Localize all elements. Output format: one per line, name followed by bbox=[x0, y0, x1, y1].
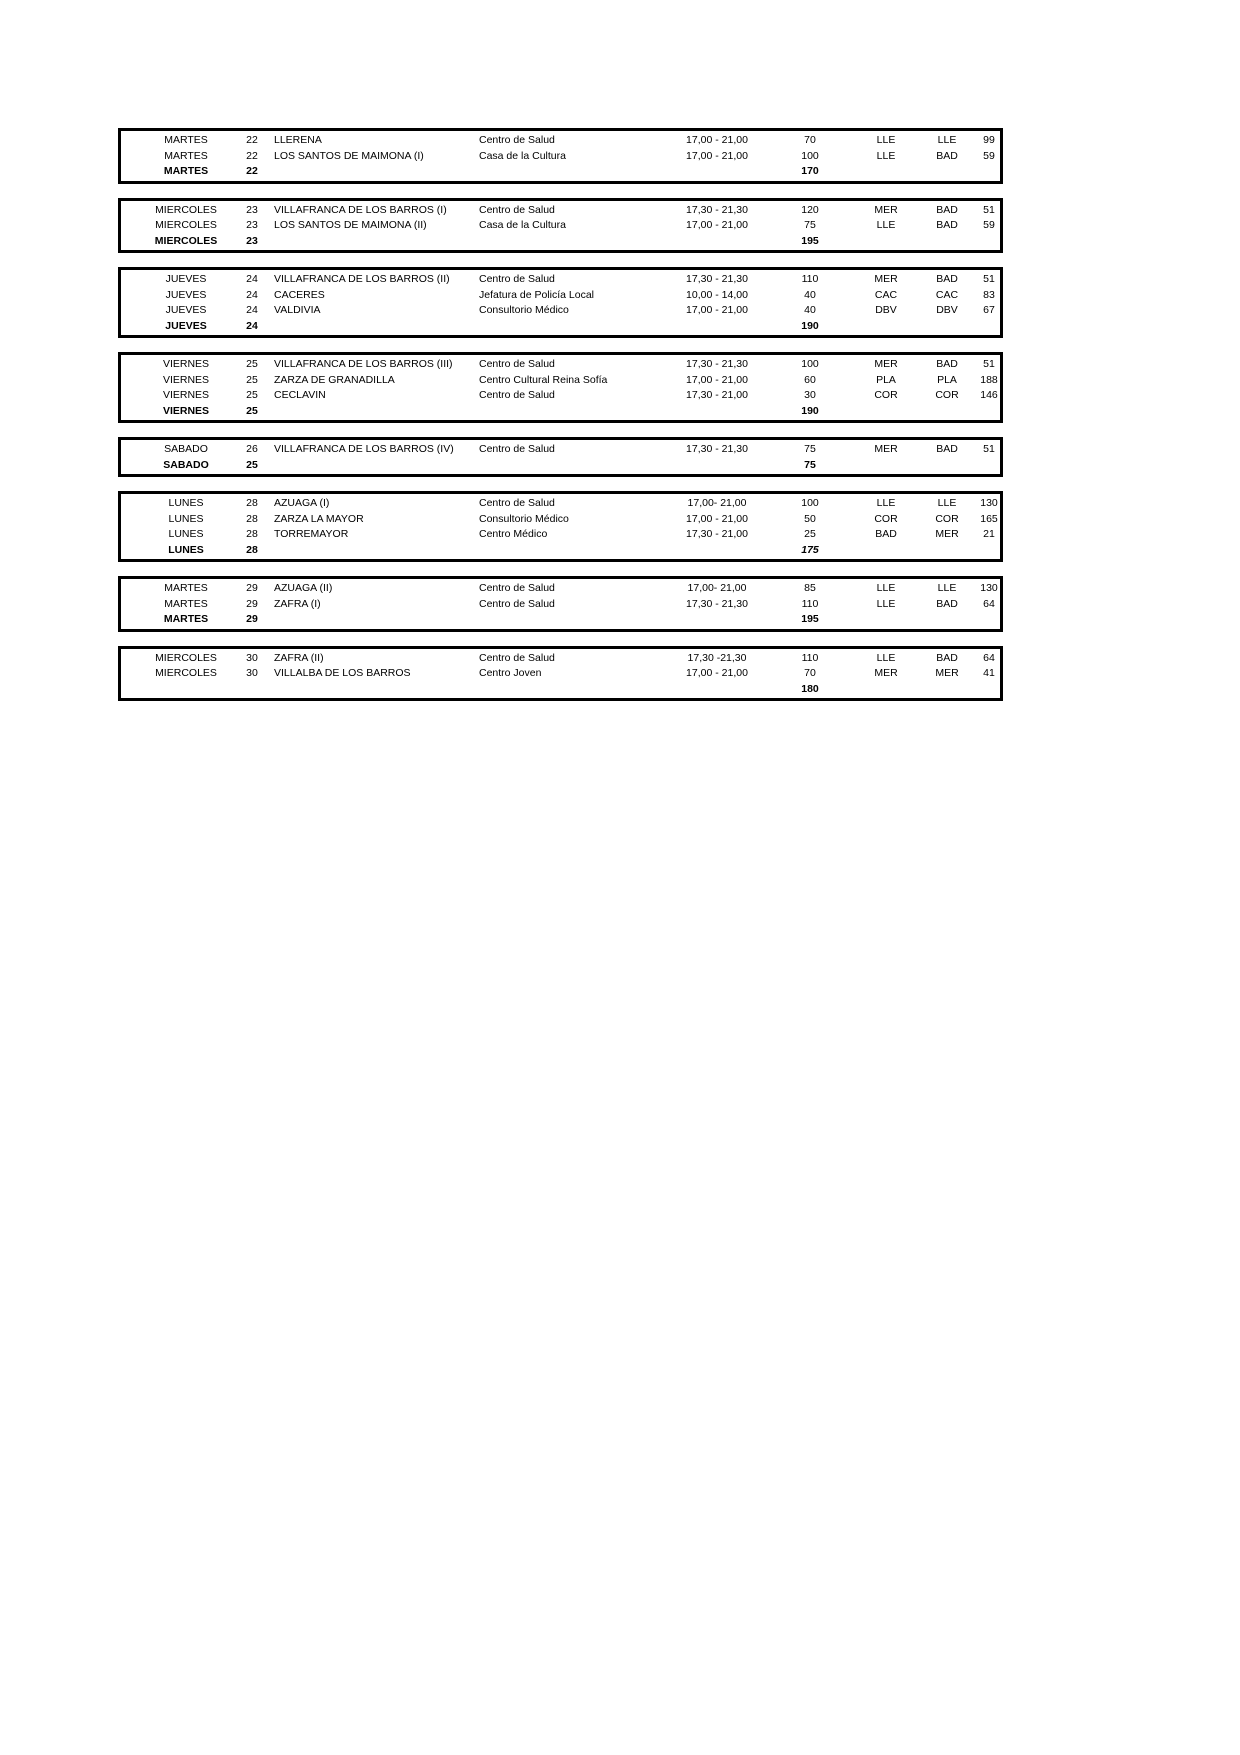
total-row bbox=[121, 404, 1000, 420]
location-cell: LLERENA bbox=[274, 134, 322, 146]
location-cell: VILLAFRANCA DE LOS BARROS (I) bbox=[274, 203, 447, 216]
quantity-cell: 110 bbox=[801, 597, 819, 610]
quantity-cell: 70 bbox=[804, 667, 816, 679]
table-row bbox=[121, 496, 1000, 512]
weekday-cell: MIERCOLES bbox=[155, 219, 217, 231]
hours-cell: 17,00 - 21,00 bbox=[686, 373, 748, 386]
weekday-cell: MARTES bbox=[164, 582, 208, 594]
venue-cell: Centro de Salud bbox=[479, 358, 555, 370]
code-number-cell: 130 bbox=[980, 497, 998, 509]
schedule-document bbox=[118, 128, 1003, 715]
hours-cell: 10,00 - 14,00 bbox=[686, 288, 748, 301]
weekday-cell: MARTES bbox=[164, 597, 208, 610]
total-quantity-cell: 180 bbox=[801, 682, 819, 695]
weekday-cell: VIERNES bbox=[162, 358, 210, 370]
total-weekday-cell: JUEVES bbox=[165, 319, 207, 332]
quantity-cell: 60 bbox=[804, 373, 816, 386]
table-row bbox=[121, 218, 1000, 234]
location-cell: CECLAVIN bbox=[274, 389, 326, 401]
weekday-cell: VIERNES bbox=[162, 373, 210, 386]
date-cell: 29 bbox=[246, 597, 258, 610]
venue-cell: Centro Médico bbox=[479, 528, 548, 540]
code-a-cell: MER bbox=[874, 273, 898, 285]
total-row bbox=[121, 319, 1000, 335]
code-number-cell: 59 bbox=[983, 149, 995, 162]
quantity-cell: 75 bbox=[804, 219, 816, 231]
code-b-cell: COR bbox=[935, 389, 959, 401]
hours-cell: 17,30 - 21,30 bbox=[686, 273, 748, 285]
quantity-cell: 100 bbox=[801, 358, 819, 370]
quantity-cell: 120 bbox=[801, 203, 819, 216]
code-a-cell: COR bbox=[874, 512, 898, 525]
table-row bbox=[121, 666, 1000, 682]
code-a-cell: LLE bbox=[876, 597, 896, 610]
quantity-cell: 25 bbox=[804, 528, 816, 540]
code-b-cell: BAD bbox=[936, 651, 958, 664]
code-a-cell: BAD bbox=[875, 528, 897, 540]
weekday-cell: MARTES bbox=[164, 134, 208, 146]
venue-cell: Centro de Salud bbox=[479, 597, 555, 610]
table-row bbox=[121, 388, 1000, 404]
quantity-cell: 100 bbox=[801, 497, 819, 509]
table-row bbox=[121, 373, 1000, 389]
day-group bbox=[118, 576, 1003, 632]
total-date-cell: 25 bbox=[246, 404, 258, 417]
total-weekday-cell: MARTES bbox=[163, 165, 209, 177]
date-cell: 25 bbox=[246, 389, 258, 401]
venue-cell: Centro de Salud bbox=[479, 443, 555, 455]
code-b-cell: BAD bbox=[936, 203, 958, 216]
weekday-cell: JUEVES bbox=[165, 304, 207, 316]
location-cell: VILLAFRANCA DE LOS BARROS (II) bbox=[274, 273, 450, 285]
weekday-cell: SABADO bbox=[164, 443, 208, 455]
weekday-cell: MIERCOLES bbox=[155, 651, 217, 664]
day-group bbox=[118, 267, 1003, 338]
total-weekday-cell: SABADO bbox=[163, 458, 209, 471]
code-b-cell: COR bbox=[935, 512, 959, 525]
code-a-cell: LLE bbox=[876, 497, 896, 509]
total-quantity-cell: 195 bbox=[801, 234, 819, 247]
code-a-cell: LLE bbox=[876, 582, 896, 594]
code-number-cell: 130 bbox=[980, 582, 998, 594]
hours-cell: 17,30 - 21,30 bbox=[686, 203, 748, 216]
hours-cell: 17,30 -21,30 bbox=[687, 651, 747, 664]
total-row bbox=[121, 164, 1000, 180]
day-group bbox=[118, 352, 1003, 423]
venue-cell: Centro de Salud bbox=[479, 651, 555, 664]
date-cell: 23 bbox=[246, 219, 258, 231]
code-number-cell: 146 bbox=[980, 389, 998, 401]
weekday-cell: JUEVES bbox=[165, 273, 207, 285]
table-row bbox=[121, 581, 1000, 597]
hours-cell: 17,00 - 21,00 bbox=[686, 304, 748, 316]
total-weekday-cell: VIERNES bbox=[162, 404, 210, 417]
location-cell: AZUAGA (II) bbox=[274, 582, 333, 594]
total-row bbox=[121, 543, 1000, 559]
code-number-cell: 64 bbox=[983, 597, 995, 610]
location-cell: TORREMAYOR bbox=[274, 528, 349, 540]
date-cell: 26 bbox=[246, 443, 258, 455]
total-quantity-cell: 190 bbox=[801, 319, 819, 332]
code-number-cell: 67 bbox=[983, 304, 995, 316]
total-weekday-cell: MARTES bbox=[163, 613, 209, 625]
code-b-cell: LLE bbox=[937, 497, 957, 509]
hours-cell: 17,30 - 21,00 bbox=[686, 389, 748, 401]
location-cell: ZARZA LA MAYOR bbox=[274, 512, 364, 525]
total-date-cell: 25 bbox=[246, 458, 258, 471]
code-b-cell: BAD bbox=[936, 597, 958, 610]
date-cell: 24 bbox=[246, 304, 258, 316]
total-row bbox=[121, 234, 1000, 250]
date-cell: 22 bbox=[246, 134, 258, 146]
total-date-cell: 28 bbox=[246, 543, 258, 556]
day-group bbox=[118, 491, 1003, 562]
venue-cell: Casa de la Cultura bbox=[479, 149, 566, 162]
code-a-cell: LLE bbox=[876, 651, 896, 664]
table-row bbox=[121, 651, 1000, 667]
weekday-cell: VIERNES bbox=[162, 389, 210, 401]
table-row bbox=[121, 272, 1000, 288]
day-group bbox=[118, 437, 1003, 477]
date-cell: 28 bbox=[246, 512, 258, 525]
code-a-cell: MER bbox=[874, 358, 898, 370]
quantity-cell: 70 bbox=[804, 134, 816, 146]
table-row bbox=[121, 512, 1000, 528]
code-a-cell: COR bbox=[874, 389, 898, 401]
date-cell: 22 bbox=[246, 149, 258, 162]
hours-cell: 17,00 - 21,00 bbox=[686, 134, 748, 146]
table-row bbox=[121, 442, 1000, 458]
hours-cell: 17,00 - 21,00 bbox=[686, 667, 748, 679]
code-number-cell: 99 bbox=[983, 134, 995, 146]
code-b-cell: BAD bbox=[936, 273, 958, 285]
total-row bbox=[121, 682, 1000, 698]
quantity-cell: 50 bbox=[804, 512, 816, 525]
day-group bbox=[118, 198, 1003, 254]
quantity-cell: 40 bbox=[804, 304, 816, 316]
total-quantity-cell: 175 bbox=[801, 543, 819, 556]
table-row bbox=[121, 527, 1000, 543]
table-row bbox=[121, 288, 1000, 304]
venue-cell: Consultorio Médico bbox=[479, 512, 569, 525]
venue-cell: Casa de la Cultura bbox=[479, 219, 566, 231]
quantity-cell: 40 bbox=[804, 288, 816, 301]
hours-cell: 17,00 - 21,00 bbox=[686, 149, 748, 162]
weekday-cell: JUEVES bbox=[165, 288, 207, 301]
code-number-cell: 59 bbox=[983, 219, 995, 231]
date-cell: 29 bbox=[246, 582, 258, 594]
table-row bbox=[121, 597, 1000, 613]
hours-cell: 17,00 - 21,00 bbox=[686, 512, 748, 525]
table-row bbox=[121, 303, 1000, 319]
location-cell: CACERES bbox=[274, 288, 325, 301]
total-date-cell: 24 bbox=[246, 319, 258, 332]
total-weekday-cell: LUNES bbox=[168, 543, 204, 556]
code-b-cell: CAC bbox=[935, 288, 959, 301]
location-cell: ZAFRA (II) bbox=[274, 651, 324, 664]
location-cell: ZARZA DE GRANADILLA bbox=[274, 373, 395, 386]
date-cell: 24 bbox=[246, 288, 258, 301]
location-cell: LOS SANTOS DE MAIMONA (I) bbox=[274, 149, 424, 162]
venue-cell: Centro de Salud bbox=[479, 389, 555, 401]
location-cell: VILLAFRANCA DE LOS BARROS (IV) bbox=[274, 443, 454, 455]
total-date-cell: 22 bbox=[246, 165, 258, 177]
code-b-cell: DBV bbox=[936, 304, 958, 316]
total-row bbox=[121, 612, 1000, 628]
total-quantity-cell: 195 bbox=[801, 613, 819, 625]
total-date-cell: 23 bbox=[246, 234, 258, 247]
code-number-cell: 21 bbox=[983, 528, 995, 540]
weekday-cell: LUNES bbox=[168, 497, 204, 509]
location-cell: VALDIVIA bbox=[274, 304, 321, 316]
hours-cell: 17,30 - 21,30 bbox=[686, 443, 748, 455]
venue-cell: Centro Joven bbox=[479, 667, 542, 679]
venue-cell: Centro de Salud bbox=[479, 203, 555, 216]
weekday-cell: MIERCOLES bbox=[155, 667, 217, 679]
code-b-cell: PLA bbox=[937, 373, 957, 386]
total-row bbox=[121, 458, 1000, 474]
hours-cell: 17,30 - 21,30 bbox=[686, 358, 748, 370]
code-b-cell: BAD bbox=[936, 149, 958, 162]
hours-cell: 17,00 - 21,00 bbox=[686, 219, 748, 231]
day-group bbox=[118, 646, 1003, 702]
code-a-cell: DBV bbox=[875, 304, 897, 316]
table-row bbox=[121, 149, 1000, 165]
code-number-cell: 188 bbox=[980, 373, 998, 386]
code-a-cell: LLE bbox=[876, 219, 896, 231]
location-cell: VILLAFRANCA DE LOS BARROS (III) bbox=[274, 358, 453, 370]
venue-cell: Centro de Salud bbox=[479, 497, 555, 509]
code-a-cell: PLA bbox=[876, 373, 896, 386]
venue-cell: Jefatura de Policía Local bbox=[479, 288, 594, 301]
total-quantity-cell: 170 bbox=[801, 165, 819, 177]
code-a-cell: MER bbox=[874, 203, 898, 216]
code-b-cell: LLE bbox=[937, 582, 957, 594]
code-b-cell: MER bbox=[935, 667, 959, 679]
weekday-cell: LUNES bbox=[168, 528, 204, 540]
quantity-cell: 110 bbox=[801, 651, 819, 664]
location-cell: LOS SANTOS DE MAIMONA (II) bbox=[274, 219, 427, 231]
code-a-cell: LLE bbox=[876, 134, 896, 146]
hours-cell: 17,30 - 21,00 bbox=[686, 528, 748, 540]
venue-cell: Consultorio Médico bbox=[479, 304, 569, 316]
total-quantity-cell: 75 bbox=[804, 458, 816, 471]
code-number-cell: 165 bbox=[980, 512, 998, 525]
location-cell: AZUAGA (I) bbox=[274, 497, 330, 509]
date-cell: 28 bbox=[246, 497, 258, 509]
code-a-cell: CAC bbox=[874, 288, 898, 301]
code-b-cell: MER bbox=[935, 528, 959, 540]
quantity-cell: 85 bbox=[804, 582, 816, 594]
code-number-cell: 41 bbox=[983, 667, 995, 679]
weekday-cell: MIERCOLES bbox=[155, 203, 217, 216]
code-number-cell: 51 bbox=[983, 273, 995, 285]
date-cell: 23 bbox=[246, 203, 258, 216]
code-a-cell: MER bbox=[874, 667, 898, 679]
code-number-cell: 64 bbox=[983, 651, 995, 664]
hours-cell: 17,30 - 21,30 bbox=[686, 597, 748, 610]
code-b-cell: BAD bbox=[936, 358, 958, 370]
quantity-cell: 30 bbox=[804, 389, 816, 401]
date-cell: 25 bbox=[246, 358, 258, 370]
date-cell: 24 bbox=[246, 273, 258, 285]
code-number-cell: 51 bbox=[983, 443, 995, 455]
date-cell: 30 bbox=[246, 667, 258, 679]
venue-cell: Centro de Salud bbox=[479, 273, 555, 285]
date-cell: 28 bbox=[246, 528, 258, 540]
code-b-cell: BAD bbox=[936, 443, 958, 455]
table-row bbox=[121, 357, 1000, 373]
venue-cell: Centro Cultural Reina Sofía bbox=[479, 373, 608, 386]
quantity-cell: 100 bbox=[801, 149, 819, 162]
code-number-cell: 83 bbox=[983, 288, 995, 301]
weekday-cell: LUNES bbox=[168, 512, 204, 525]
hours-cell: 17,00- 21,00 bbox=[687, 582, 747, 594]
day-group bbox=[118, 128, 1003, 184]
code-b-cell: BAD bbox=[936, 219, 958, 231]
code-a-cell: LLE bbox=[876, 149, 896, 162]
total-quantity-cell: 190 bbox=[801, 404, 819, 417]
code-number-cell: 51 bbox=[983, 203, 995, 216]
weekday-cell: MARTES bbox=[164, 149, 208, 162]
total-weekday-cell: MIERCOLES bbox=[154, 234, 218, 247]
total-date-cell: 29 bbox=[246, 613, 258, 625]
venue-cell: Centro de Salud bbox=[479, 582, 555, 594]
location-cell: VILLALBA DE LOS BARROS bbox=[274, 667, 411, 679]
venue-cell: Centro de Salud bbox=[479, 134, 555, 146]
code-a-cell: MER bbox=[874, 443, 898, 455]
table-row bbox=[121, 203, 1000, 219]
quantity-cell: 110 bbox=[801, 273, 819, 285]
location-cell: ZAFRA (I) bbox=[274, 597, 321, 610]
quantity-cell: 75 bbox=[804, 443, 816, 455]
code-b-cell: LLE bbox=[937, 134, 957, 146]
table-row bbox=[121, 133, 1000, 149]
date-cell: 25 bbox=[246, 373, 258, 386]
hours-cell: 17,00- 21,00 bbox=[687, 497, 747, 509]
date-cell: 30 bbox=[246, 651, 258, 664]
code-number-cell: 51 bbox=[983, 358, 995, 370]
